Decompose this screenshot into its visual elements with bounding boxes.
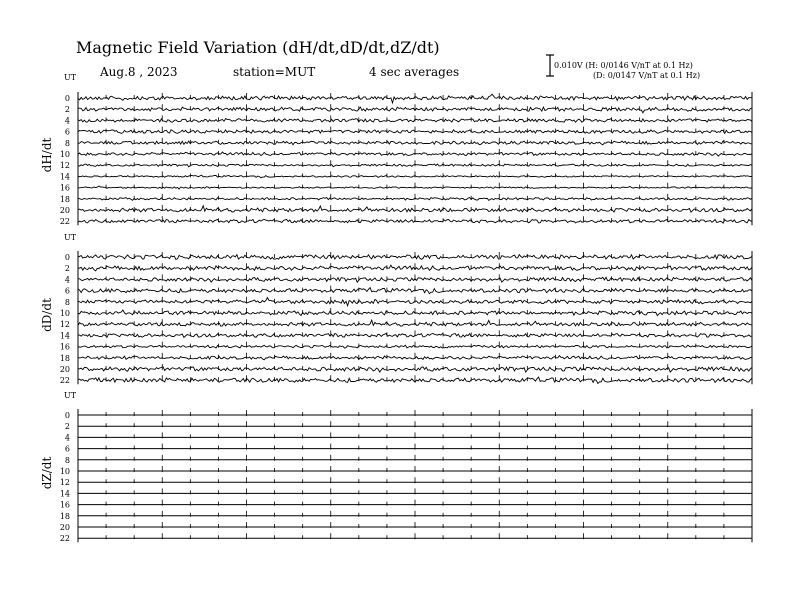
panel-ylabel: dD/dt (40, 298, 54, 332)
row-label: 6 (64, 127, 70, 137)
panel-ylabel: dZ/dt (40, 456, 54, 490)
row-label: 20 (59, 365, 70, 374)
panel-dZ-dt (40, 391, 752, 543)
panel-dD-dt (40, 233, 752, 385)
scale-bar-icon (546, 55, 554, 76)
row-label: 12 (59, 478, 70, 488)
panel-ylabel: dH/dt (40, 137, 54, 173)
row-label: 22 (59, 534, 70, 544)
row-label: 8 (64, 455, 70, 465)
row-label: 16 (59, 342, 70, 352)
row-label: 6 (64, 286, 70, 296)
row-label: 0 (64, 411, 70, 420)
row-label: 16 (59, 500, 70, 510)
ut-axis-label: UT (64, 73, 77, 82)
row-label: 14 (59, 172, 70, 182)
row-label: 18 (59, 511, 70, 521)
row-label: 22 (59, 376, 70, 386)
row-label: 8 (64, 138, 70, 148)
averages-label: 4 sec averages (369, 65, 460, 79)
ut-axis-label: UT (64, 391, 77, 400)
scale-d-label: (D: 0/0147 V/nT at 0.1 Hz) (593, 71, 701, 80)
row-label: 10 (59, 467, 70, 476)
row-label: 10 (59, 309, 70, 318)
row-label: 20 (59, 206, 70, 215)
scale-value-label: 0.010V (H: 0/0146 V/nT at 0.1 Hz) (554, 61, 693, 70)
row-label: 6 (64, 444, 70, 454)
row-label: 2 (64, 105, 70, 115)
row-label: 4 (64, 275, 70, 285)
row-label: 14 (59, 489, 70, 499)
row-label: 4 (64, 433, 70, 443)
row-label: 0 (64, 253, 70, 262)
row-label: 8 (64, 297, 70, 307)
station-label: station=MUT (233, 65, 316, 79)
row-label: 22 (59, 217, 70, 227)
row-label: 14 (59, 331, 70, 341)
row-label: 0 (64, 94, 70, 103)
row-label: 18 (59, 353, 70, 363)
chart-title: Magnetic Field Variation (dH/dt,dD/dt,dZ/dt) (76, 38, 440, 57)
ut-axis-label: UT (64, 233, 77, 242)
row-label: 12 (59, 320, 70, 330)
date-label: Aug.8 , 2023 (100, 65, 178, 79)
row-label: 4 (64, 116, 70, 126)
row-label: 12 (59, 161, 70, 171)
row-label: 2 (64, 264, 70, 274)
row-label: 10 (59, 150, 70, 159)
row-label: 20 (59, 523, 70, 532)
row-label: 2 (64, 422, 70, 432)
row-label: 16 (59, 183, 70, 193)
row-label: 18 (59, 194, 70, 204)
panel-dH-dt (40, 73, 752, 226)
